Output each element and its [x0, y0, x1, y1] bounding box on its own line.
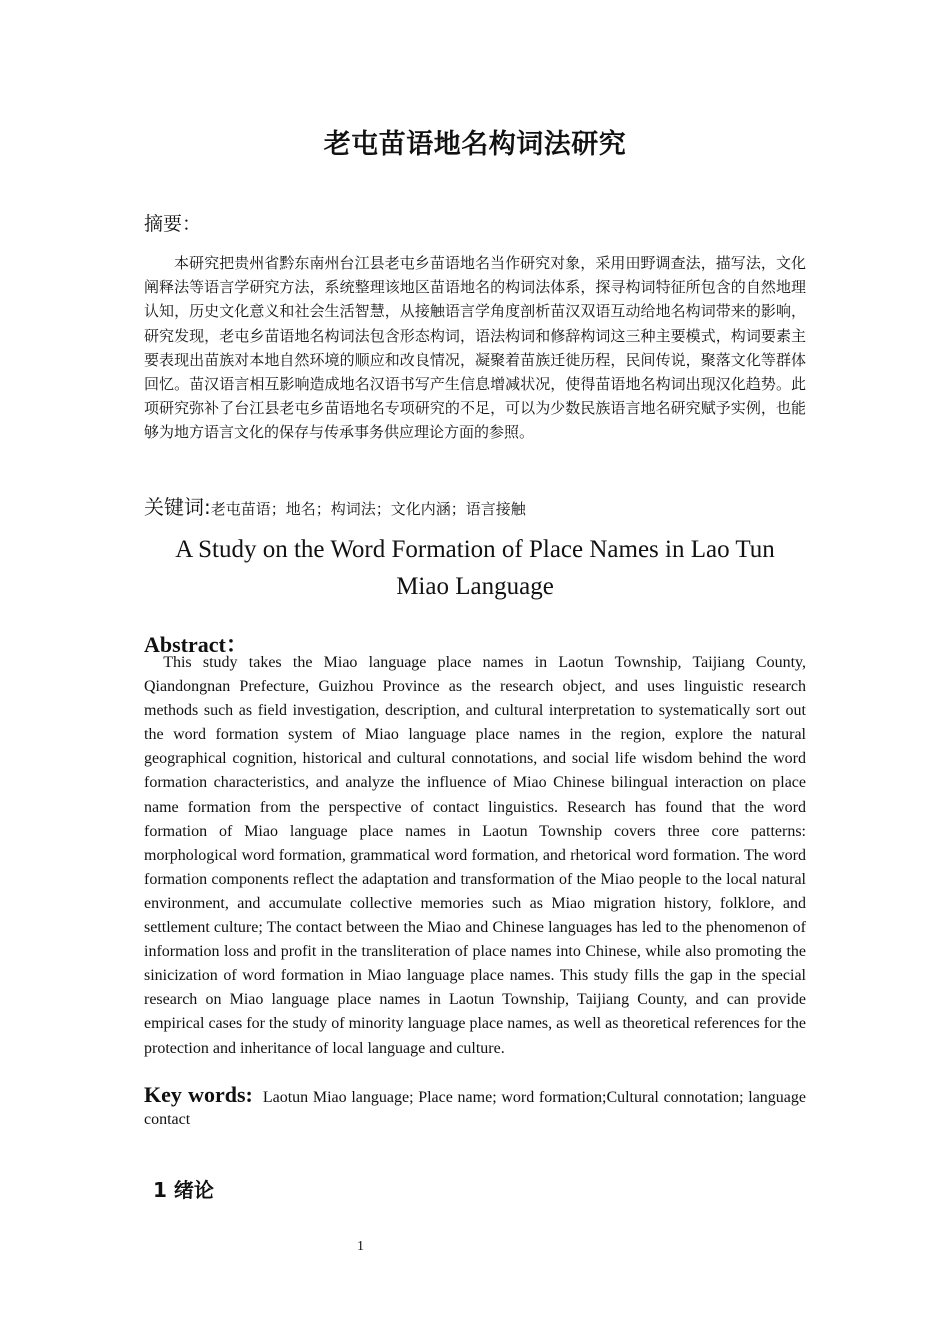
- paper-title-chinese: 老屯苗语地名构词法研究: [323, 129, 627, 160]
- keywords-label-english: Key words:: [144, 1082, 253, 1107]
- section-heading-introduction: 1 绪论: [153, 1178, 214, 1202]
- abstract-heading-chinese: 摘要：: [144, 213, 202, 235]
- keywords-chinese: [144, 491, 806, 520]
- keywords-text-chinese: 老屯苗语；地名；构词法；文化内涵；语言接触: [210, 500, 526, 518]
- abstract-body-chinese: 本研究把贵州省黔东南州台江县老屯乡苗语地名当作研究对象，采用田野调查法，描写法，文化阐释法等语言学研究方法，系统整理该地区苗语地名的构词法体系，探寻构词特征所包含的自然地理认知，历史文化意义和社会生活智慧，从接触语言学角度剖析苗汉双语互动给地名构词带来的影响，研究发现，老屯乡苗语地名构词法包含形态构词，语法构词和修辞构词这三种主要模式，构词要素主要表现出苗族对本地自然环境的顺应和改良情况，凝聚着苗族迁徙历程，民间传说，聚落文化等群体回忆。苗汉语言相互影响造成地名汉语书写产生信息增减状况，使得苗语地名构词出现汉化趋势。此项研究弥补了台江县老屯乡苗语地名专项研究的不足，可以为少数民族语言地名研究赋予实例，也能够为地方语言文化的保存与传承事务供应理论方面的参照。: [144, 254, 806, 442]
- page-number: 1: [357, 1239, 364, 1254]
- paper-title-english: A Study on the Word Formation of Place Names in Lao Tun Miao Language: [175, 536, 775, 600]
- keywords-english: [144, 1084, 806, 1131]
- abstract-heading-english: Abstract：: [144, 632, 248, 657]
- keywords-text-english: Laotun Miao language; Place name; word formation;Cultural connotation; language contact: [144, 1089, 806, 1128]
- keywords-label-chinese: 关键词:: [144, 495, 211, 519]
- abstract-body-english: This study takes the Miao language place names in Laotun Township, Taijiang County, Qiandongnan Prefecture, Guizhou Province as the research object, and uses linguistic research methods such as field investigation, description, and cultural interpretation to systematically sort out the word formation system of Miao language place names in the region, explore the natural geographical cognition, historical and cultural connotations, and social life wisdom behind the word formation characteristics, and analyze the influence of Miao Chinese bilingual interaction on place name formation from the perspective of contact linguistics. Research has found that the word formation of Miao language place names in Laotun Township covers three core patterns: morphological word formation, grammatical word formation, and rhetorical word formation. The word formation components reflect the adaptation and transformation of the Miao people to the local natural environment, and accumulate collective memories such as Miao migration history, folklore, and settlement culture; The contact between the Miao and Chinese languages has led to the phenomenon of information loss and profit in the transliteration of place names into Chinese, while also promoting the sinicization of word formation in Miao language place names. This study fills the gap in the special research on Miao language place names in Laotun Township, Taijiang County, and can provide empirical cases for the study of minority language place names, as well as theoretical references for the protection and inheritance of local language and culture.: [144, 654, 806, 1057]
